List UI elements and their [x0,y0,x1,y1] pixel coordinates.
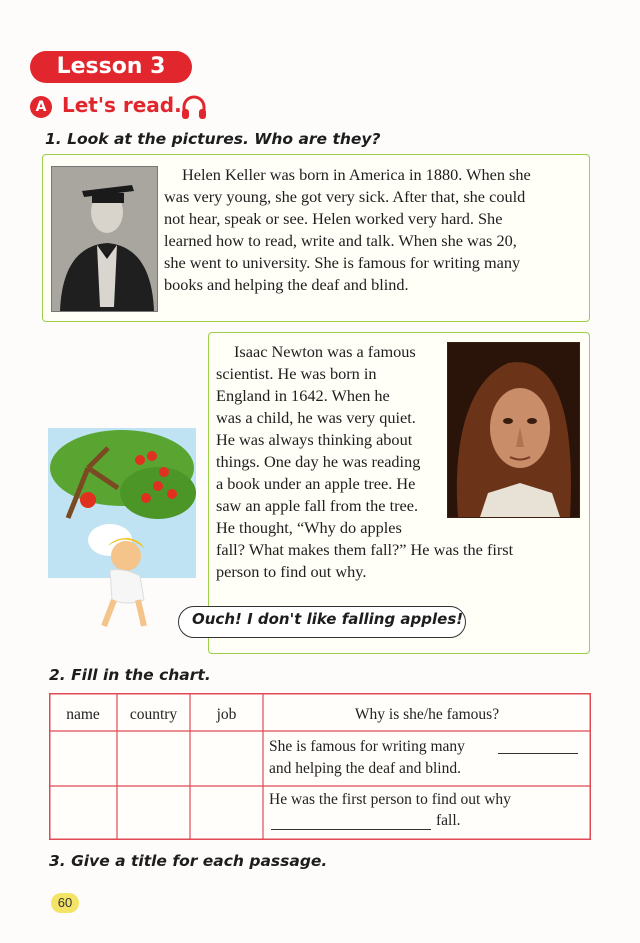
page-number: 60 [51,893,79,913]
column-header-job: job [216,706,237,723]
passage-line: England in 1642. When he [216,386,390,405]
passage-line: He thought, “Why do apples [216,518,402,537]
passage-line: a book under an apple tree. He [216,474,416,493]
apple-tree-illustration [48,428,196,633]
question-3-heading: 3. Give a title for each passage. [49,852,328,870]
column-header-reason: Why is she/he famous? [354,706,500,723]
helen-keller-passage [164,164,574,296]
passage-line: was a child, he was very quiet. [216,408,416,427]
section-badge: A [30,96,52,118]
column-header-country: country [129,706,178,723]
isaac-newton-passage [216,341,576,583]
passage-line: fall? What makes them fall?” He was the first [216,540,514,559]
column-header-name: name [66,706,100,723]
passage-line: person to find out why. [216,562,367,581]
question-2-heading: 2. Fill in the chart. [49,666,211,684]
passage-line: was very young, she got very sick. After that, she could [164,187,526,206]
helen-keller-photo [51,166,158,312]
passage-line: things. One day he was reading [216,452,421,471]
passage-line: not hear, speak or see. Helen worked very hard. She [164,209,503,228]
speech-bubble-text: Ouch! I don't like falling apples! [192,610,464,628]
row1-reason-line1: She is famous for writing many [269,738,465,755]
section-title: Let's read. [62,93,182,117]
passage-line: Helen Keller was born in America in 1880. When she [182,165,531,184]
answer-blank[interactable] [271,829,431,830]
passage-line: He was always thinking about [216,430,413,449]
question-1-heading: 1. Look at the pictures. Who are they? [45,130,381,148]
passage-line: learned how to read, write and talk. When she was 20, [164,231,517,250]
passage-line: scientist. He was born in [216,364,377,383]
passage-line: Isaac Newton was a famous [234,342,416,361]
passage-line: she went to university. She is famous for writing many [164,253,521,272]
passage-line: books and helping the deaf and blind. [164,275,409,294]
row1-reason-line2: and helping the deaf and blind. [269,760,461,777]
lesson-title: Lesson 3 [30,51,192,83]
answer-blank[interactable] [498,753,578,754]
row2-reason-line1: He was the first person to find out why [269,791,511,808]
passage-line: saw an apple fall from the tree. [216,496,419,515]
headphones-icon[interactable] [180,94,208,122]
row2-reason-line2: fall. [436,812,461,829]
